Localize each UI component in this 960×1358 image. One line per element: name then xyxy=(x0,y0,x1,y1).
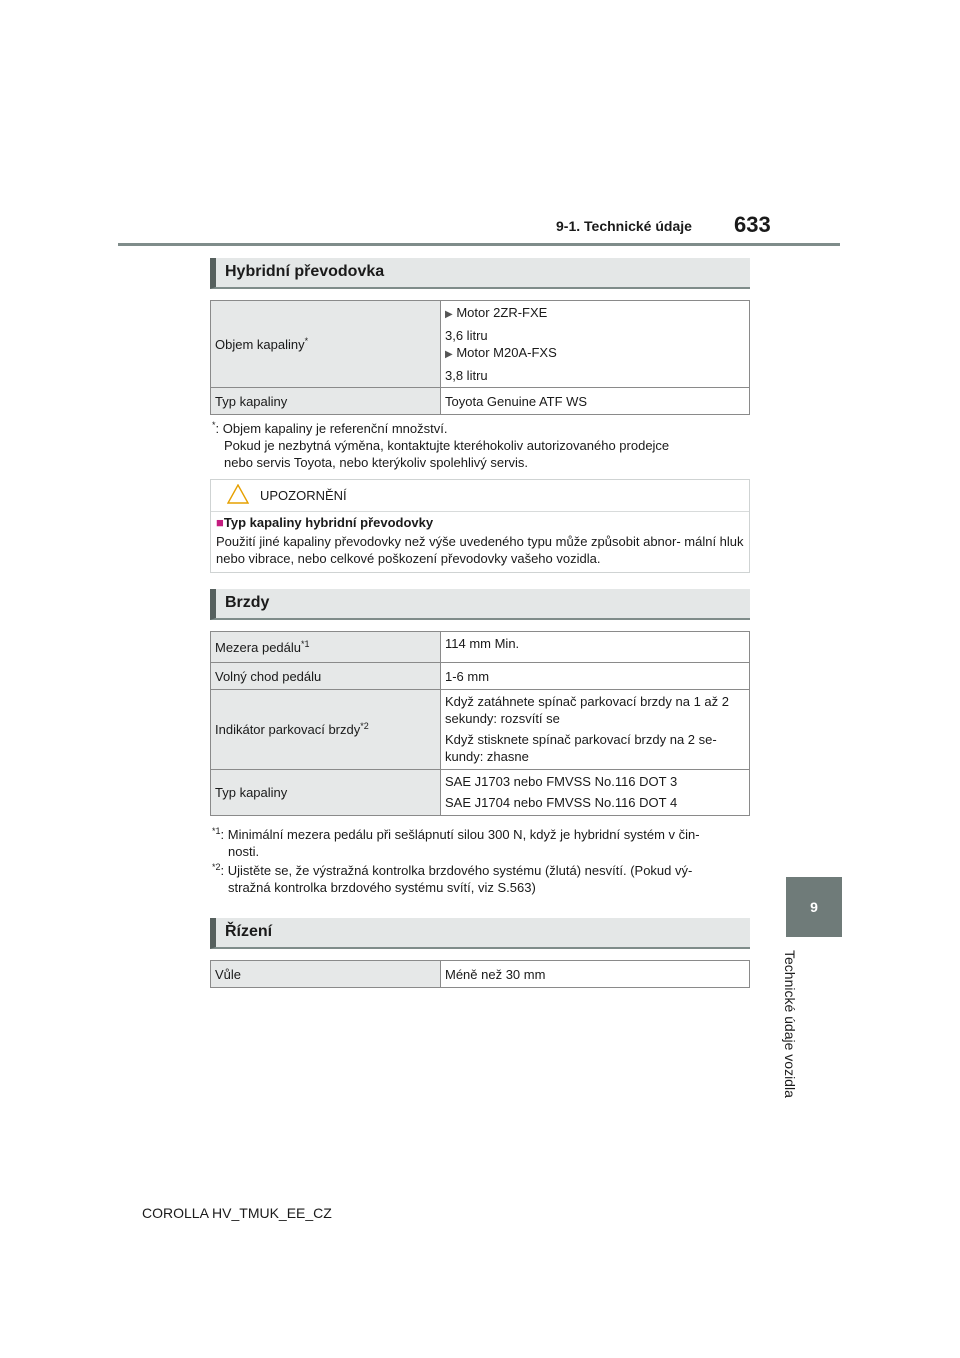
warning-box xyxy=(210,479,750,573)
row-label: Mezera pedálu$^{*1}$ xyxy=(211,632,441,663)
row-value: Když zatáhnete spínač parkovací brzdy na 1 až 2 sekundy: rozsvítí se Když stisknete spínač parkovací brzdy na 2 se- kundy: zhasne xyxy=(441,690,750,770)
header-rule xyxy=(118,243,840,246)
section-heading-brakes: Brzdy xyxy=(210,589,750,620)
hybrid-spec-table xyxy=(210,300,750,415)
triangle-arrow-icon: ▶ xyxy=(445,309,453,320)
table-row xyxy=(211,663,750,690)
table-row xyxy=(211,690,750,770)
section-heading-steering: Řízení xyxy=(210,918,750,949)
warning-text: Použití jiné kapaliny převodovky než výše uvedeného typu může způsobit abnor- mální hluk nebo vibrace, nebo celkové poškození převodovky vašeho vozidla. xyxy=(216,534,744,566)
footnote-brakes-1: $^{*1}$: Minimální mezera pedálu při sešlápnutí silou 300 N, když je hybridní systém v čin- nosti. xyxy=(212,826,700,859)
warning-header xyxy=(211,480,749,512)
warning-triangle-icon xyxy=(227,484,249,504)
warning-title: UPOZORNĚNÍ xyxy=(260,488,347,503)
warning-subtitle: ■Typ kapaliny hybridní převodovky xyxy=(216,515,434,530)
footnote-brakes-2: $^{*2}$: Ujistěte se, že výstražná kontrolka brzdového systému (žlutá) nesvítí. (Pokud vý- stražná kontrolka brzdového systému svítí, viz S.563) xyxy=(212,862,693,895)
section-title: 9-1. Technické údaje xyxy=(556,218,692,234)
chapter-tab xyxy=(786,877,842,937)
table-row xyxy=(211,388,750,415)
row-value: Méně než 30 mm xyxy=(441,961,750,988)
square-bullet-icon: ■ xyxy=(216,515,224,530)
row-value: 114 mm Min. xyxy=(441,632,750,663)
table-row xyxy=(211,301,750,388)
chapter-label: Technické údaje vozidla xyxy=(782,950,798,1098)
row-label: Indikátor parkovací brzdy$^{*2}$ xyxy=(211,690,441,770)
row-value: ▶ Motor 2ZR-FXE 3,6 litru ▶ Motor M20A-FXS 3,8 litru xyxy=(441,301,750,388)
table-row xyxy=(211,961,750,988)
row-value: Toyota Genuine ATF WS xyxy=(441,388,750,415)
table-row xyxy=(211,632,750,663)
row-value: SAE J1703 nebo FMVSS No.116 DOT 3 SAE J1704 nebo FMVSS No.116 DOT 4 xyxy=(441,770,750,816)
page-number: 633 xyxy=(734,212,771,237)
row-label: Vůle xyxy=(211,961,441,988)
steering-spec-table xyxy=(210,960,750,988)
row-value: 1-6 mm xyxy=(441,663,750,690)
row-label: Typ kapaliny xyxy=(211,770,441,816)
section-heading-hybrid: Hybridní převodovka xyxy=(210,258,750,289)
row-label: Typ kapaliny xyxy=(211,388,441,415)
brakes-spec-table xyxy=(210,631,750,816)
table-row xyxy=(211,770,750,816)
row-label: Objem kapaliny* xyxy=(211,301,441,388)
row-label: Volný chod pedálu xyxy=(211,663,441,690)
footnote-hybrid: *: Objem kapaliny je referenční množství. Pokud je nezbytná výměna, kontaktujte kteréhokoliv autorizovaného prodejce nebo servis Toyota, nebo kterýkoliv spolehlivý servis. xyxy=(212,420,670,470)
document-code: COROLLA HV_TMUK_EE_CZ xyxy=(142,1205,332,1221)
triangle-arrow-icon: ▶ xyxy=(445,349,453,360)
chapter-number: 9 xyxy=(810,899,818,915)
